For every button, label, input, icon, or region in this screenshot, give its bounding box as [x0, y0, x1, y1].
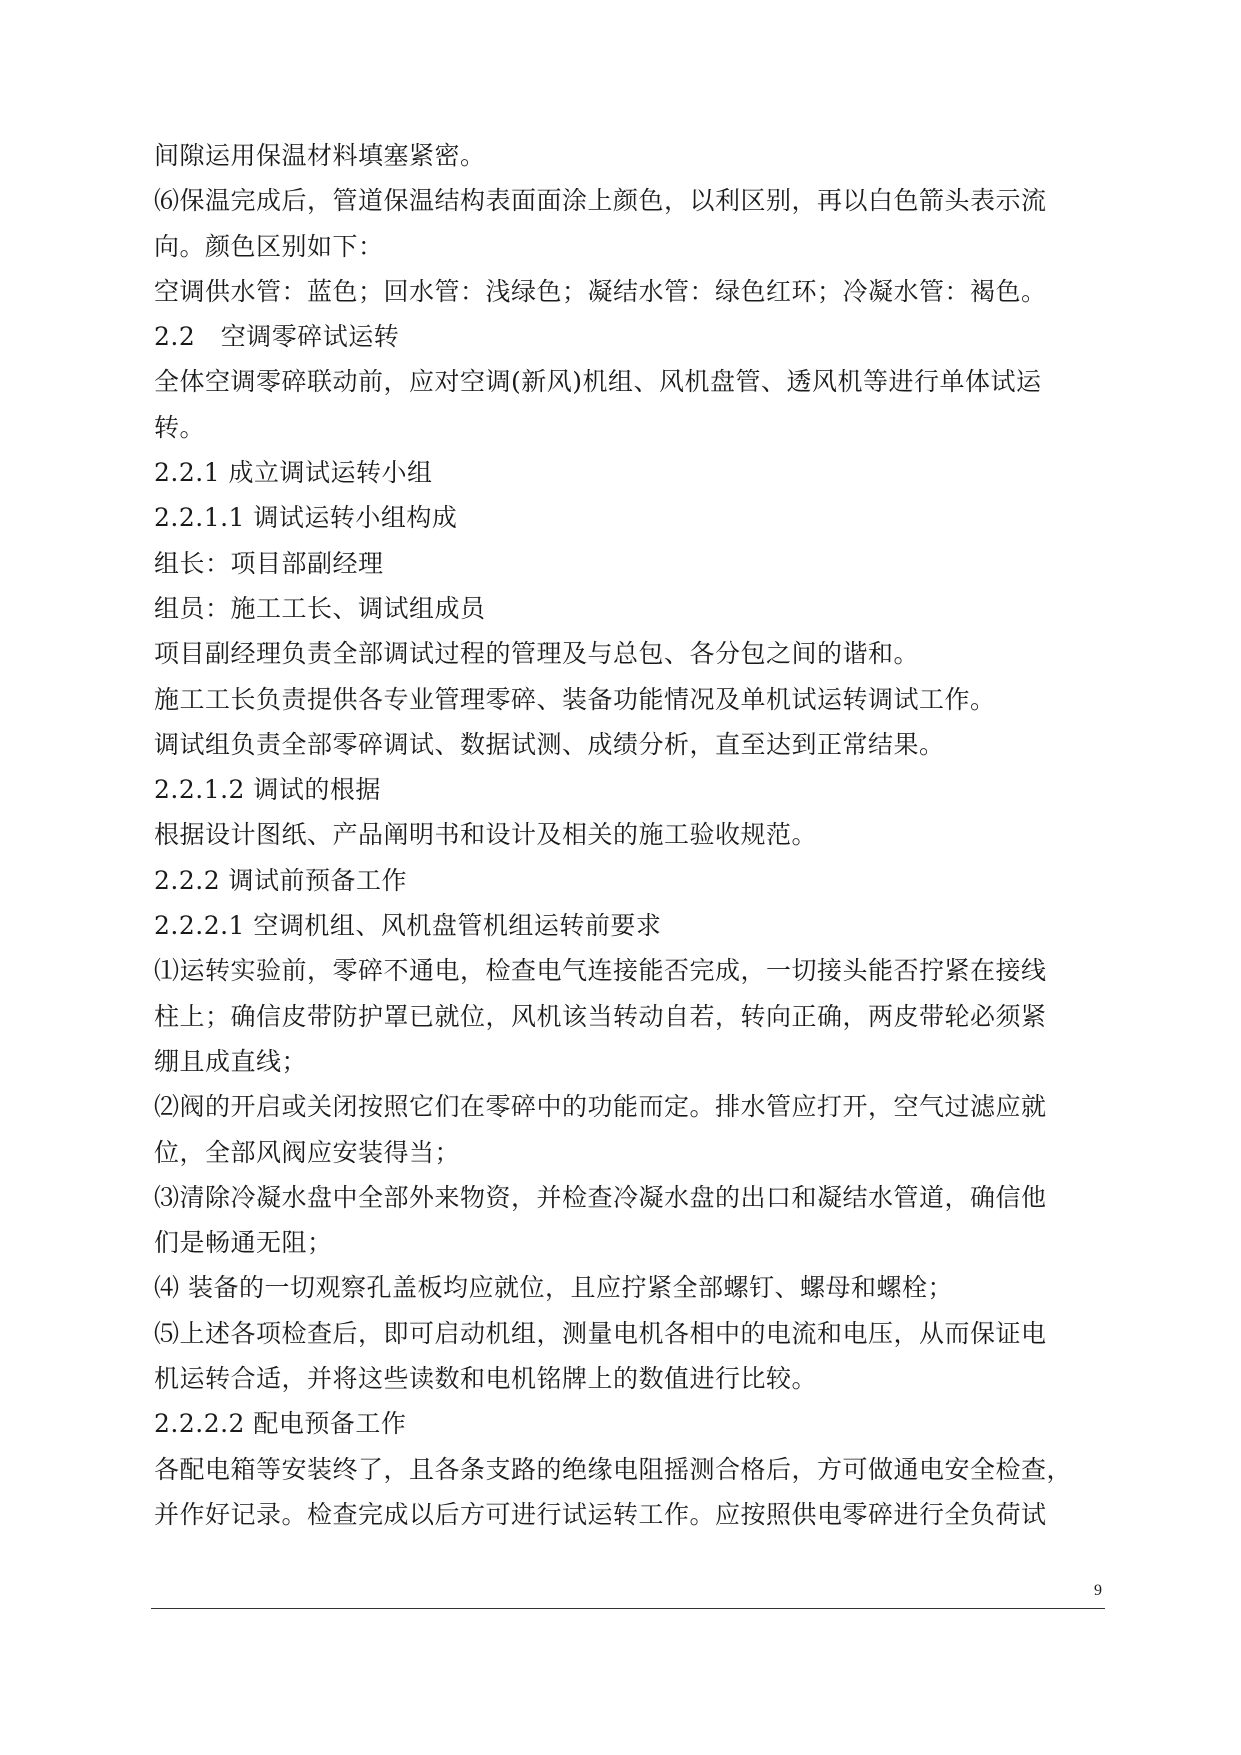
responsibility-line: 施工工长负责提供各专业管理零碎、装备功能情况及单机试运转调试工作。: [154, 684, 996, 714]
section-heading-2-2-1: 2.2.1 成立调试运转小组: [154, 458, 433, 488]
text-line: 向。颜色区别如下：: [154, 231, 384, 261]
responsibility-line: 调试组负责全部零碎调试、数据试测、成绩分析，直至达到正常结果。: [154, 729, 945, 759]
team-members-line: 组员：施工工长、调试组成员: [154, 593, 486, 623]
list-item-1-cont: 绷且成直线；: [154, 1046, 308, 1076]
section-heading-2-2: 2.2 空调零碎试运转: [154, 322, 400, 352]
list-item-3-cont: 们是畅通无阻；: [154, 1228, 333, 1258]
section-heading-2-2-2: 2.2.2 调试前预备工作: [154, 865, 408, 895]
list-item-5: ⑸上述各项检查后，即可启动机组，测量电机各相中的电流和电压，从而保证电: [154, 1318, 1047, 1348]
responsibility-line: 项目副经理负责全部调试过程的管理及与总包、各分包之间的谐和。: [154, 639, 920, 669]
paragraph-line: 并作好记录。检查完成以后方可进行试运转工作。应按照供电零碎进行全负荷试: [154, 1499, 1047, 1529]
paragraph-line: 转。: [154, 412, 206, 442]
section-heading-2-2-1-2: 2.2.1.2 调试的根据: [154, 775, 381, 805]
color-code-line: 空调供水管：蓝色；回水管：浅绿色；凝结水管：绿色红环；冷凝水管：褐色。: [154, 276, 1047, 306]
list-item-6: ⑹保温完成后，管道保温结构表面面涂上颜色，以利区别，再以白色箭头表示流: [154, 186, 1047, 216]
section-heading-2-2-1-1: 2.2.1.1 调试运转小组构成: [154, 503, 458, 533]
team-leader-line: 组长：项目部副经理: [154, 548, 384, 578]
paragraph-line: 根据设计图纸、产品阐明书和设计及相关的施工验收规范。: [154, 820, 818, 850]
text-line: 间隙运用保温材料填塞紧密。: [154, 141, 486, 170]
list-item-4: ⑷ 装备的一切观察孔盖板均应就位，且应拧紧全部螺钉、螺母和螺栓；: [154, 1273, 953, 1303]
list-item-2: ⑵阀的开启或关闭按照它们在零碎中的功能而定。排水管应打开，空气过滤应就: [154, 1092, 1047, 1122]
list-item-5-cont: 机运转合适，并将这些读数和电机铭牌上的数值进行比较。: [154, 1364, 818, 1394]
document-body: [154, 133, 1104, 1537]
section-heading-2-2-2-1: 2.2.2.1 空调机组、风机盘管机组运转前要求: [154, 911, 662, 941]
footer-divider: [151, 1608, 1105, 1609]
list-item-1-cont: 柱上；确信皮带防护罩已就位，风机该当转动自若，转向正确，两皮带轮必须紧: [154, 1001, 1047, 1031]
list-item-2-cont: 位，全部风阀应安装得当；: [154, 1137, 461, 1167]
section-heading-2-2-2-2: 2.2.2.2 配电预备工作: [154, 1409, 407, 1439]
page-number: 9: [1094, 1582, 1102, 1599]
paragraph-line: 全体空调零碎联动前，应对空调(新风)机组、风机盘管、透风机等进行单体试运: [154, 367, 1042, 397]
paragraph-line: 各配电箱等安装终了，且各条支路的绝缘电阻摇测合格后，方可做通电安全检查，: [154, 1454, 1073, 1484]
list-item-3: ⑶清除冷凝水盘中全部外来物资，并检查冷凝水盘的出口和凝结水管道，确信他: [154, 1182, 1047, 1212]
list-item-1: ⑴运转实验前，零碎不通电，检查电气连接能否完成，一切接头能否拧紧在接线: [154, 956, 1047, 986]
